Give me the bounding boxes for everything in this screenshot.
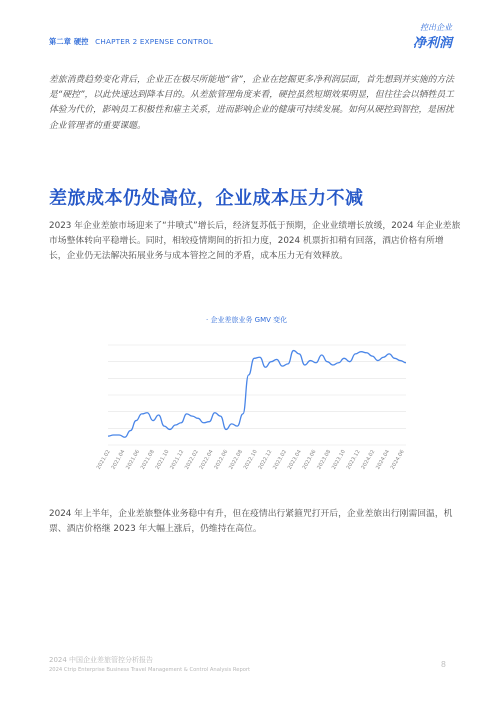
intro-paragraph: 差旅消费趋势变化背后，企业正在极尽所能地“省”，企业在挖掘更多净利润层面，首先想到并实施的方法是“硬控”，以此快速达到降本目的。从差旅管理角度来看，硬控虽然短期效果明显，但往往会以牺牲员工体验为代价，影响员工积极性和雇主关系，进而影响企业的健康可持续发展。如何从硬控到智控，是困扰企业管理者的重要课题。 — [49, 75, 454, 131]
x-tick-label: 2021.02 — [95, 449, 112, 471]
logo-line2: 净利润 — [412, 36, 452, 51]
gmv-line-chart — [88, 305, 418, 495]
x-tick-label: 2022.04 — [198, 449, 215, 471]
chapter-header — [49, 37, 213, 47]
x-tick-label: 2021.12 — [169, 449, 186, 471]
x-tick-label: 2023.02 — [272, 449, 289, 471]
x-tick-label: 2024.02 — [360, 449, 377, 471]
chart-grid — [108, 345, 406, 445]
x-tick-label: 2024.06 — [389, 449, 406, 471]
x-tick-label: 2022.10 — [242, 449, 259, 471]
chapter-title-cn: 第二章 硬控 — [49, 37, 89, 46]
x-tick-label: 2022.06 — [213, 449, 230, 471]
x-axis-ticks — [96, 448, 406, 470]
chapter-title-en: CHAPTER 2 EXPENSE CONTROL — [95, 37, 214, 46]
gmv-series-line — [108, 351, 406, 438]
x-tick-label: 2023.06 — [301, 449, 318, 471]
x-tick-label: 2022.08 — [228, 449, 245, 471]
section-heading: 差旅成本仍处高位，企业成本压力不减 — [49, 188, 364, 209]
x-tick-label: 2024.04 — [375, 449, 392, 471]
x-tick-label: 2023.08 — [316, 449, 333, 471]
body-paragraph-market: 2023 年企业差旅市场迎来了“井喷式”增长后，经济复苏低于预期，企业业绩增长放缓，2024 年企业差旅市场整体转向平稳增长。同时，相较疫情期间的折扣力度，2024 机票折扣稍有回落，酒店价格有所增长，企业仍无法解决拓展业务与成本管控之间的矛盾，成本压力无有效释放。 — [49, 221, 461, 262]
body-paragraph-h1: 2024 年上半年，企业差旅整体业务稳中有升，但在疫情出行紧箍咒打开后，企业差旅出行刚需回温，机票、酒店价格继 2023 年大幅上涨后，仍维持在高位。 — [49, 509, 453, 535]
x-tick-label: 2021.06 — [125, 449, 142, 471]
chart-title: · 企业差旅业务 GMV 变化 — [206, 316, 288, 324]
x-tick-label: 2021.10 — [154, 449, 171, 471]
page-footer — [49, 655, 250, 673]
x-tick-label: 2021.08 — [139, 449, 156, 471]
logo-line1: 控出企业 — [420, 23, 452, 32]
x-tick-label: 2023.04 — [286, 449, 303, 471]
page-number: 8 — [440, 660, 446, 669]
report-logo — [390, 22, 452, 51]
x-tick-label: 2023.12 — [345, 449, 362, 471]
x-tick-label: 2023.10 — [331, 449, 347, 471]
footer-report-title-cn: 2024 中国企业差旅管控分析报告 — [49, 656, 154, 664]
x-tick-label: 2022.02 — [184, 449, 200, 471]
x-tick-label: 2021.04 — [110, 449, 127, 471]
x-tick-label: 2022.12 — [257, 449, 274, 471]
footer-report-title-en: 2024 Ctrip Enterprise Business Travel Management & Control Analysis Report — [49, 667, 251, 673]
